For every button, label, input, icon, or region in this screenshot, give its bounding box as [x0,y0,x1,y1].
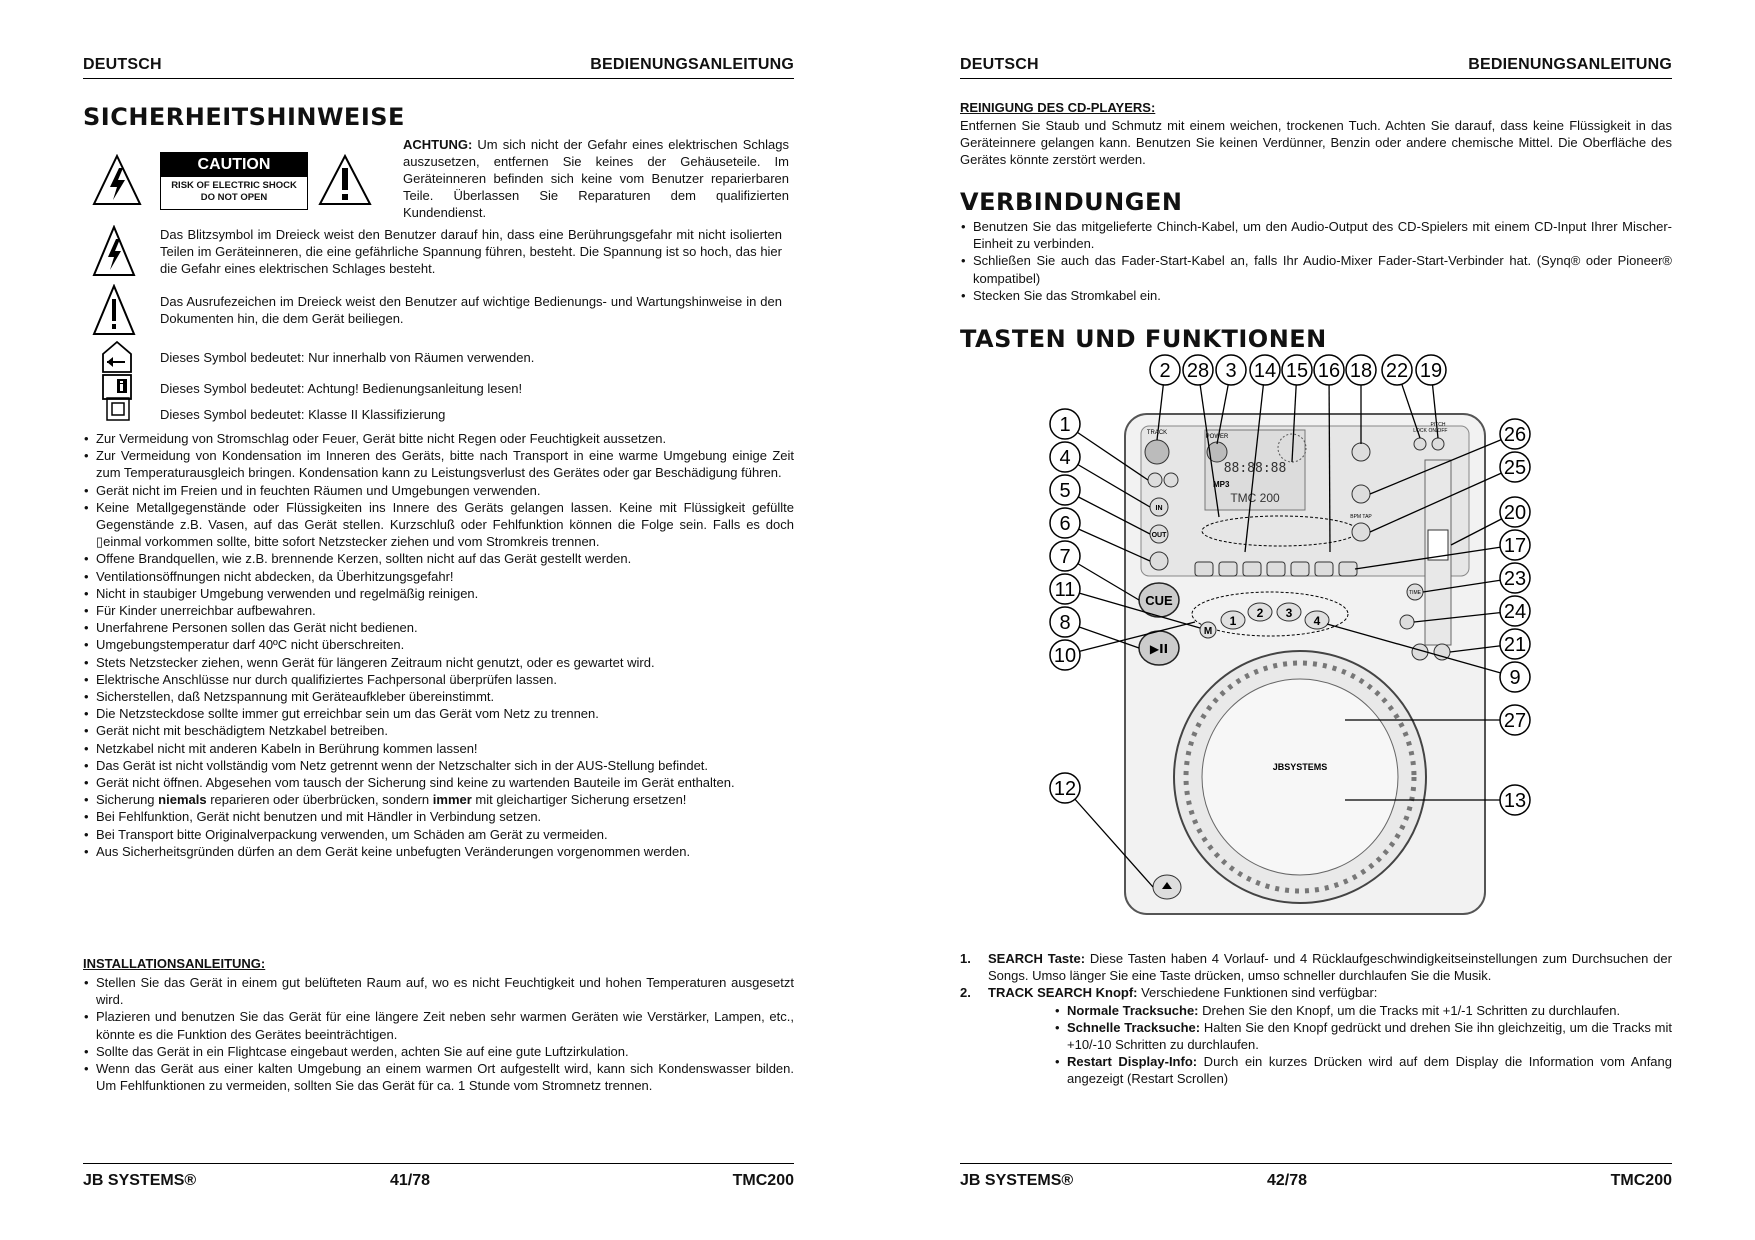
function-label: TRACK SEARCH Knopf: [988,985,1138,1001]
safety-item: • Für Kinder unerreichbar aufbewahren. [83,602,794,619]
function-button[interactable] [1339,562,1357,576]
install-item: • Stellen Sie das Gerät in einem gut belüfteten Raum auf, wo es nicht Feuchtigkeit und hohen Temperaturen ausgesetzt wird. [83,974,794,1008]
function-text: Verschiedene Funktionen sind verfügbar: [1137,985,1378,1001]
bpm-label: BPM TAP [1350,514,1372,520]
function-button[interactable] [1243,562,1261,576]
function-label: SEARCH Taste: [988,951,1086,966]
safety-item: • Nicht in staubiger Umgebung verwenden und regelmäßig reinigen. [83,585,794,602]
memory-label-2: 2 [1256,606,1264,620]
safety-item: • Netzkabel nicht mit anderen Kabeln in Berührung kommen lassen! [83,740,794,757]
install-item: • Sollte das Gerät in ein Flightcase eingebaut werden, achten Sie auf eine gute Luftzirkulation. [83,1043,794,1060]
cleaning-text: Entfernen Sie Staub und Schmutz mit einem weichen, trockenen Tuch. Achten Sie darauf, dass keine Flüssigkeit in das Geräteinnere gelangen kann. Benutzen Sie keinen Verdünner, Benzin oder andere chemische Mittel. Die Oberfläche des Gerätes könnte zerstört werden. [960,118,1672,167]
callout-number: 19 [1419,360,1443,382]
callout-number: 23 [1503,568,1527,590]
connections-item: • Schließen Sie auch das Fader-Start-Kabel an, falls Ihr Audio-Mixer Fader-Start-Verbinder hat. (Synq® oder Pioneer® kompatibel) [960,252,1672,286]
class-ii-icon [106,397,130,421]
callout-number: 5 [1059,480,1071,502]
memory-label-1: 1 [1229,614,1237,628]
symbol-text-class-ii: Dieses Symbol bedeutet: Klasse II Klassifizierung [160,407,446,422]
install-list [83,974,794,1094]
pitch-knob[interactable] [1352,443,1370,461]
footer-brand: JB SYSTEMS® [960,1172,1074,1189]
symbol-text-lightning: Das Blitzsymbol im Dreieck weist den Benutzer darauf hin, dass eine Berührungsgefahr mit nicht isolierten Teilen im Geräteinneren, die eine gefährliche Spannung führen, besteht. Die Spannung ist so hoch, das hier die Gefahr eines elektrischen Schlages besteht. [160,227,782,276]
relay-button[interactable] [1400,615,1414,629]
subitem-text: Halten Sie den Knopf gedrückt und drehen Sie ihn gleichzeitig, um die Tracks mit +10/-10 Schritten zu durchlaufen. [1067,1019,1672,1053]
safety-item: • Aus Sicherheitsgründen dürfen an dem Gerät keine unbefugten Veränderungen vorgenommen werden. [83,843,794,860]
fuse-pre: Sicherung [96,792,159,808]
achtung-text: Um sich nicht der Gefahr eines elektrischen Schlags auszusetzen, entfernen Sie keines der Gehäuseteile. Im Geräteinneren befinden sich keine vom Benutzer reparierbaren Teile. Überlassen Sie Reparaturen dem qualifizierten Kundendienst. [403,137,789,220]
safety-item: • Ventilationsöffnungen nicht abdecken, da Überhitzungsgefahr! [83,568,794,585]
function-text: Diese Tasten haben 4 Vorlauf- und 4 Rücklaufgeschwindigkeitseinstellungen zum Durchsuchen der Songs. Umso länger Sie eine Taste drücken, umso schneller durchlaufen Sie die Musik. [988,951,1672,984]
function-number: 2. [960,985,971,1001]
track-search-sublist [988,1002,1672,1088]
lightning-triangle-icon [92,225,136,277]
callout-number: 24 [1503,601,1527,623]
caution-line-1: RISK OF ELECTRIC SHOCK [171,180,297,191]
track-search-subitem [1053,1002,1672,1019]
model-label: TMC 200 [1230,491,1280,505]
header-rule [960,78,1672,79]
search-forward-button[interactable] [1164,473,1178,487]
header-title: BEDIENUNGSANLEITUNG [1468,56,1672,73]
callout-number: 2 [1159,360,1171,382]
exclamation-warning-icon [318,154,372,206]
cd-player-diagram [1045,352,1605,930]
safety-item: • Umgebungstemperatur darf 40ºC nicht überschreiten. [83,636,794,653]
safety-item: • Die Netzsteckdose sollte immer gut erreichbar sein um das Gerät vom Netz zu trennen. [83,705,794,722]
reloop-button[interactable] [1150,552,1168,570]
pitch-lock-button[interactable] [1414,438,1426,450]
safety-item: • Elektrische Anschlüsse nur durch qualifiziertes Fachpersonal überprüfen lassen. [83,671,794,688]
safety-item: • Gerät nicht öffnen. Abgesehen vom tausch der Sicherung sind keine zu wartenden Bauteile im Gerät enthalten. [83,774,794,791]
header-language: DEUTSCH [960,56,1039,73]
fuse-mid: reparieren oder überbrücken, sondern [206,792,433,808]
callout-number: 26 [1503,424,1527,446]
function-item [960,984,1672,1087]
install-item: • Wenn das Gerät aus einer kalten Umgebung an einem warmen Ort aufgestellt wird, kann sich Kondenswasser bilden. Um Fehlfunktionen zu vermeiden, sollten Sie das Gerät für ca. 1 Stunde vom Stromnetz trennen. [83,1060,794,1094]
memory-label-4: 4 [1313,614,1321,628]
callout-number: 8 [1059,612,1071,634]
play-pause-label: ▶II [1149,642,1169,656]
subitem-text: Drehen Sie den Knopf, um die Tracks mit +1/-1 Schritten zu durchlaufen. [1198,1002,1621,1018]
left-page [0,0,877,1240]
track-search-knob[interactable] [1145,440,1169,464]
brand-logo: JBSYSTEMS [1272,762,1328,772]
safety-list [83,430,794,860]
install-item: • Plazieren und benutzen Sie das Gerät für eine längere Zeit neben sehr warmen Geräten wie Verstärker, Lampen, etc., könnte es die Funktion des Gerätes beeinträchtigen. [83,1008,794,1042]
safety-item: • Bei Fehlfunktion, Gerät nicht benutzen und mit Händler in Verbindung setzen. [83,808,794,825]
jog-wheel-disc[interactable] [1202,679,1398,875]
callout-number: 1 [1059,414,1071,436]
callout-number: 25 [1503,457,1527,479]
header-language: DEUTSCH [83,56,162,73]
callout-number: 6 [1059,513,1071,535]
footer-model: TMC200 [732,1172,794,1189]
cue-label: CUE [1145,593,1173,608]
callout-number: 10 [1053,645,1077,667]
function-button[interactable] [1291,562,1309,576]
exclamation-triangle-icon [92,284,136,336]
function-number: 1. [960,951,971,966]
symbol-text-manual: Dieses Symbol bedeutet: Achtung! Bedienungsanleitung lesen! [160,381,523,396]
function-item [960,950,1672,984]
callout-number: 16 [1317,360,1341,382]
callout-number: 7 [1059,546,1071,568]
callout-number: 12 [1053,778,1077,800]
achtung-label: ACHTUNG: [403,137,473,152]
display-digits: 88:88:88 [1223,461,1287,476]
function-button[interactable] [1195,562,1213,576]
callout-number: 28 [1186,360,1210,382]
safety-item: • Gerät nicht mit beschädigtem Netzkabel betreiben. [83,722,794,739]
callout-number: 22 [1385,360,1409,382]
indoor-use-icon [101,340,133,374]
subitem-text: Durch ein kurzes Drücken wird auf dem Display die Information vom Anfang angezeigt (Restart Scrollen) [1067,1054,1672,1087]
lock-label: LOCK [1413,428,1427,434]
connections-list [960,218,1672,304]
callout-number: 4 [1059,447,1071,469]
callout-number: 17 [1503,535,1527,557]
safety-item: • Zur Vermeidung von Kondensation im Inneren des Geräts, bitte nach Transport in eine warme Umgebung einige Zeit zum Temperaturausgleich bringen. Kondensation kann zu Leistungsverlust des Gerätes oder gar Beschädigung führen. [83,447,794,481]
in-label: IN [1155,505,1163,512]
caution-line-2: DO NOT OPEN [200,192,268,203]
subitem-label: Normale Tracksuche: [1067,1002,1199,1018]
footer-rule [960,1163,1672,1164]
functions-list [960,950,1672,1088]
pitch-onoff-button[interactable] [1432,438,1444,450]
function-buttons-row [1195,562,1357,576]
callout-number: 15 [1285,360,1309,382]
connections-item: • Stecken Sie das Stromkabel ein. [960,287,1672,304]
callout-number: 11 [1054,579,1076,601]
search-back-button[interactable] [1148,473,1162,487]
function-button[interactable] [1315,562,1333,576]
callout-number: 18 [1349,360,1373,382]
connections-item: • Benutzen Sie das mitgelieferte Chinch-Kabel, um den Audio-Output des CD-Spielers mit einem CD-Input Ihrer Mischer-Einheit zu verbinden. [960,218,1672,252]
callout-number: 21 [1503,634,1527,656]
callout-number: 9 [1509,667,1521,689]
fuse-bold-2: immer [432,792,472,808]
connections-title: VERBINDUNGEN [960,188,1183,216]
function-button[interactable] [1219,562,1237,576]
subitem-label: Schnelle Tracksuche: [1067,1019,1201,1035]
subitem-label: Restart Display-Info: [1067,1054,1198,1070]
section-title: SICHERHEITSHINWEISE [83,103,405,131]
footer-model: TMC200 [1610,1172,1672,1189]
safety-item: • Sicherstellen, daß Netzspannung mit Geräteaufkleber übereinstimmt. [83,688,794,705]
fuse-bold-1: niemals [158,792,207,808]
safety-item: • Offene Brandquellen, wie z.B. brennende Kerzen, sollten nicht auf das Gerät gestellt werden. [83,550,794,567]
cleaning-title: REINIGUNG DES CD-PLAYERS: [960,100,1156,115]
track-search-subitem [1053,1019,1672,1053]
safety-item: • Keine Metallgegenstände oder Flüssigkeiten ins Innere des Geräts gelangen lassen. Keine mit Flüssigkeit gefüllte Gegenstände z.B. Vasen, auf das Gerät stellen. Kurzschluß oder Fehlfunktion können die Folge sein. Falls es doch ▯einmal vorkommen sollte, bitte sofort Netzstecker ziehen und vom Stromkreis trennen. [83,499,794,551]
onoff-label: ON/OFF [1428,428,1448,434]
safety-item: • Stets Netzstecker ziehen, wenn Gerät für längeren Zeitraum nicht genutzt, oder es gewartet wird. [83,654,794,671]
callout-number: 14 [1253,360,1277,382]
fuse-post: mit gleichartiger Sicherung ersetzen! [471,792,687,808]
power-label: POWER [1205,434,1229,440]
bpm-tap-button[interactable] [1352,523,1370,541]
safety-item: • Das Gerät ist nicht vollständig vom Netz getrennt wenn der Netzschalter sich in der AUS-Stellung befindet. [83,757,794,774]
callout-number: 13 [1503,790,1527,812]
pitch-label: PITCH [1430,422,1446,428]
caution-label [160,152,308,210]
safety-item-fuse [83,791,794,808]
footer-page-number: 42/78 [1267,1172,1308,1189]
track-label: TRACK [1146,430,1168,436]
safety-item: • Bei Transport bitte Originalverpackung verwenden, um Schäden am Gerät zu vermeiden. [83,826,794,843]
function-button[interactable] [1267,562,1285,576]
track-search-subitem [1053,1053,1672,1087]
mp3-label: MP3 [1213,480,1230,489]
keys-title: TASTEN UND FUNKTIONEN [960,325,1327,353]
achtung-paragraph [403,136,789,221]
header-title: BEDIENUNGSANLEITUNG [590,56,794,73]
time-label: TIME [1409,590,1421,596]
out-label: OUT [1151,532,1167,539]
callout-number: 27 [1503,710,1527,732]
symbol-text-exclamation: Das Ausrufezeichen im Dreieck weist den Benutzer auf wichtige Bedienungs- und Wartungshinweise in den Dokumenten hin, die dem Gerät beiliegen. [160,294,782,326]
footer-rule [83,1163,794,1164]
footer-brand: JB SYSTEMS® [83,1172,197,1189]
lightning-warning-icon [92,154,142,206]
callout-number: 20 [1503,502,1527,524]
symbol-text-indoor: Dieses Symbol bedeutet: Nur innerhalb von Räumen verwenden. [160,350,535,365]
caution-title: CAUTION [161,153,307,177]
safety-item: • Unerfahrene Personen sollen das Gerät nicht bedienen. [83,619,794,636]
callout-number: 3 [1225,360,1237,382]
header-rule [83,78,794,79]
memory-m-label: M [1203,626,1213,637]
footer-page-number: 41/78 [390,1172,431,1189]
install-title: INSTALLATIONSANLEITUNG: [83,956,266,971]
cd-text-button[interactable] [1352,485,1370,503]
safety-item: • Gerät nicht im Freien und in feuchten Räumen und Umgebungen verwenden. [83,482,794,499]
safety-item: • Zur Vermeidung von Stromschlag oder Feuer, Gerät bitte nicht Regen oder Feuchtigkeit aussetzen. [83,430,794,447]
memory-label-3: 3 [1285,606,1293,620]
